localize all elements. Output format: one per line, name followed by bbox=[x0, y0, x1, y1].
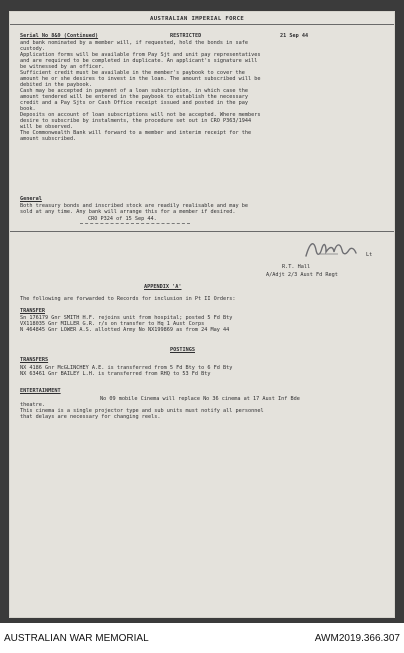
transfers-heading: TRANSFERS bbox=[20, 357, 49, 363]
reference-underline bbox=[80, 223, 190, 224]
transfer-list bbox=[20, 315, 380, 333]
list-item: NX 63461 Gnr BAILEY L.H. is transferred from RHQ to 53 Fd Bty bbox=[20, 371, 211, 377]
text-line: Cash may be accepted in payment of a loan subscription, in which case the bbox=[20, 88, 248, 94]
serial-left: Serial No 8&9 (Continued) bbox=[20, 33, 99, 39]
serial-date: 21 Sep 44 bbox=[280, 33, 309, 39]
entertainment-heading: ENTERTAINMENT bbox=[20, 388, 61, 394]
general-heading: General bbox=[20, 196, 42, 202]
text-line: desire to subscribe by instalments, the procedure set out in CRO P363/1944 bbox=[20, 118, 252, 124]
signer-title: A/Adjt 2/3 Aust Fd Regt bbox=[266, 272, 338, 278]
top-heading: AUSTRALIAN IMPERIAL FORCE bbox=[150, 16, 245, 22]
text-line: theatre. bbox=[20, 402, 45, 408]
text-line: No 09 mobile Cinema will replace No 36 cinema at 17 Aust Inf Bde bbox=[100, 396, 300, 402]
text-line: and bank nominated by a member will, if requested, hold the bonds in safe bbox=[20, 40, 248, 46]
text-line: amount subscribed. bbox=[20, 136, 77, 142]
serial-restricted: RESTRICTED bbox=[170, 33, 202, 39]
text-line: that delays are necessary for changing reels. bbox=[20, 414, 161, 420]
text-line: Deposits on account of loan subscriptions will not be accepted. Where members bbox=[20, 112, 261, 118]
reference-line: CRO P324 of 15 Sep 44. bbox=[88, 216, 157, 222]
text-line: book. bbox=[20, 106, 36, 112]
loan-paragraphs bbox=[20, 40, 380, 142]
text-line: will be observed. bbox=[20, 124, 74, 130]
list-item: NX 4186 Gnr McGLINCHEY A.E. is transferred from 5 Fd Bty to 6 Fd Bty bbox=[20, 365, 233, 371]
text-line: and are required to be completed in duplicate. An applicant's signature will bbox=[20, 58, 258, 64]
text-line: Sufficient credit must be available in the member's paybook to cover the bbox=[20, 70, 245, 76]
handwritten-signature bbox=[302, 238, 364, 262]
footer-accession-number: AWM2019.366.307 bbox=[314, 633, 400, 644]
general-paragraph bbox=[20, 203, 380, 215]
text-line: amount he or she desires to invest in the loan. The amount subscribed will be bbox=[20, 76, 261, 82]
text-line: amount tendered will be entered in the paybook to establish the necessary bbox=[20, 94, 248, 100]
list-item: N 464845 Gnr LOWER A.S. allotted Army No NX199869 as from 24 May 44 bbox=[20, 327, 230, 333]
document-page bbox=[10, 12, 394, 617]
transfer-heading: TRANSFER bbox=[20, 308, 45, 314]
text-line: The Commonwealth Bank will forward to a member and interim receipt for the bbox=[20, 130, 252, 136]
text-line: be witnessed by an officer. bbox=[20, 64, 105, 70]
entertainment-paragraph bbox=[20, 396, 380, 420]
appendix-title: APPENDIX 'A' bbox=[144, 284, 182, 290]
list-item: VX118035 Gnr MILLER G.R. r/s on transfer to Hq 1 Aust Corps bbox=[20, 321, 205, 327]
archive-footer bbox=[0, 623, 404, 653]
footer-credit: AUSTRALIAN WAR MEMORIAL bbox=[4, 633, 149, 644]
text-line: Application forms will be available from Pay Sjt and unit pay representatives bbox=[20, 52, 261, 58]
postings-title: POSTINGS bbox=[170, 347, 195, 353]
text-line: Both treasury bonds and inscribed stock are readily realisable and may be bbox=[20, 203, 248, 209]
signature-suffix: Lt bbox=[366, 252, 373, 258]
text-line: sold at any time. Any bank will arrange this for a member if desired. bbox=[20, 209, 236, 215]
text-line: custody. bbox=[20, 46, 45, 52]
text-line: credit and a Pay Sjts or Cash Office receipt issued and posted in the pay bbox=[20, 100, 248, 106]
transfers-list bbox=[20, 365, 380, 377]
text-line: debited in the paybook. bbox=[20, 82, 92, 88]
heading-rule bbox=[10, 24, 394, 25]
section-rule bbox=[10, 231, 394, 232]
list-item: Sn 176179 Gnr SMITH H.F. rejoins unit from hospital; posted 5 Fd Bty bbox=[20, 315, 233, 321]
signer-name: R.T. Hall bbox=[282, 264, 311, 270]
text-line: This cinema is a single projector type and sub units must notify all personnel bbox=[20, 408, 264, 414]
appendix-intro: The following are forwarded to Records for inclusion in Pt II Orders: bbox=[20, 296, 236, 302]
